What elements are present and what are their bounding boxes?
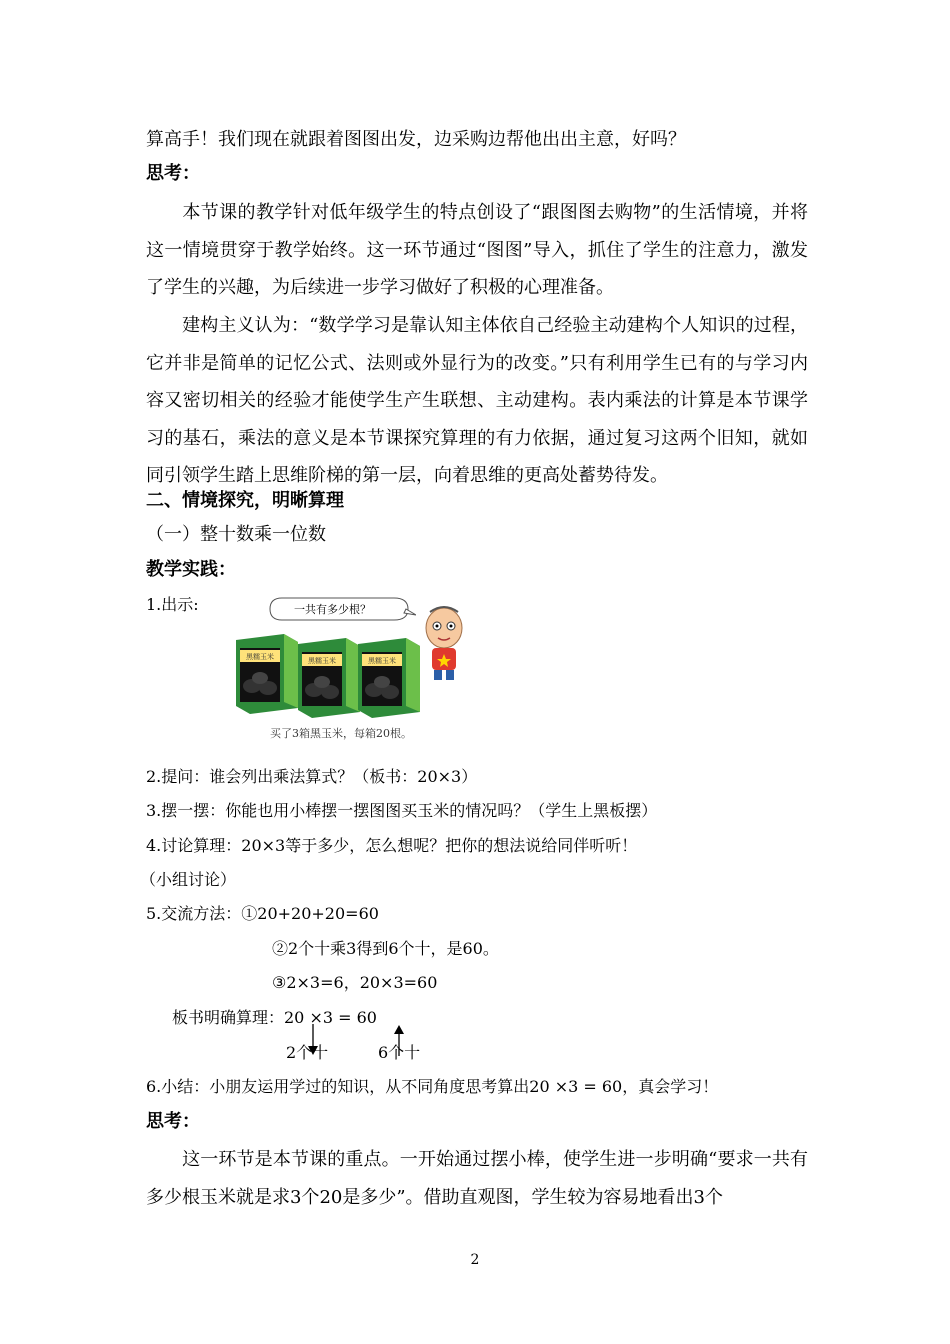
step-3: 3.摆一摆：你能也用小棒摆一摆图图买玉米的情况吗？（学生上黑板摆） [146, 801, 658, 820]
bubble-text: 一共有多少根？ [294, 603, 371, 616]
subsection-heading: （一）整十数乘一位数 [146, 524, 326, 545]
step-5: 5.交流方法：①20+20+20=60 [146, 904, 379, 923]
heading-think: 思考： [146, 163, 200, 184]
box-label: 黑糯玉米 [368, 657, 396, 665]
corn-box-2 [298, 638, 360, 718]
step-1: 1.出示: [146, 595, 199, 614]
board-writing: 板书明确算理：20 ×3 = 60 [172, 1008, 377, 1027]
heading-practice: 教学实践： [146, 559, 236, 580]
paragraph-3: 这一环节是本节课的重点。一开始通过摆小棒，使学生进一步明确“要求一共有多少根玉米就是求3个20是多少”。借助直观图，学生较为容易地看出3个 [146, 1149, 808, 1208]
corn-box-3 [358, 638, 420, 718]
step-5-method-2: ②2个十乘3得到6个十，是60。 [272, 939, 499, 958]
illustration-caption: 买了3箱黑玉米，每箱20根。 [270, 727, 412, 740]
board-left-label: 2个十 [286, 1043, 329, 1062]
step-4-note: （小组讨论） [140, 870, 237, 889]
paragraph-2: 建构主义认为：“数学学习是靠认知主体依自己经验主动建构个人知识的过程，它并非是简单的记忆公式、法则或外显行为的改变。”只有利用学生已有的与学习内容又密切相关的经验才能使学生产生联想、主动建构。表内乘法的计算是本节课学习的基石，乘法的意义是本节课探究算理的有力依据，通过复习这两个旧知，就如同引领学生踏上思维阶梯的第一层，向着思维的更高处蓄势待发。 [146, 315, 808, 486]
corn-box-1 [236, 634, 298, 714]
step-6: 6.小结：小朋友运用学过的知识，从不同角度思考算出20 ×3 = 60，真会学习！ [146, 1077, 719, 1096]
step-4: 4.讨论算理：20×3等于多少，怎么想呢？把你的想法说给同伴听听！ [146, 836, 638, 855]
box-label: 黑糯玉米 [308, 657, 336, 665]
text-line: 算高手！我们现在就跟着图图出发，边采购边帮他出出主意，好吗？ [146, 129, 686, 150]
step-5-method-3: ③2×3=6，20×3=60 [272, 973, 438, 992]
step-2: 2.提问：谁会列出乘法算式？（板书：20×3） [146, 767, 478, 786]
boy-character-icon [418, 604, 470, 682]
heading-think: 思考： [146, 1111, 200, 1132]
box-label: 黑糯玉米 [246, 653, 274, 661]
paragraph-1: 本节课的教学针对低年级学生的特点创设了“跟图图去购物”的生活情境，并将这一情境贯穿于教学始终。这一环节通过“图图”导入，抓住了学生的注意力，激发了学生的兴趣，为后续进一步学习做好了积极的心理准备。 [146, 202, 808, 298]
page-number: 2 [470, 1252, 480, 1268]
section-heading: 二、情境探究，明晰算理 [146, 490, 344, 511]
board-right-label: 6个十 [378, 1043, 421, 1062]
